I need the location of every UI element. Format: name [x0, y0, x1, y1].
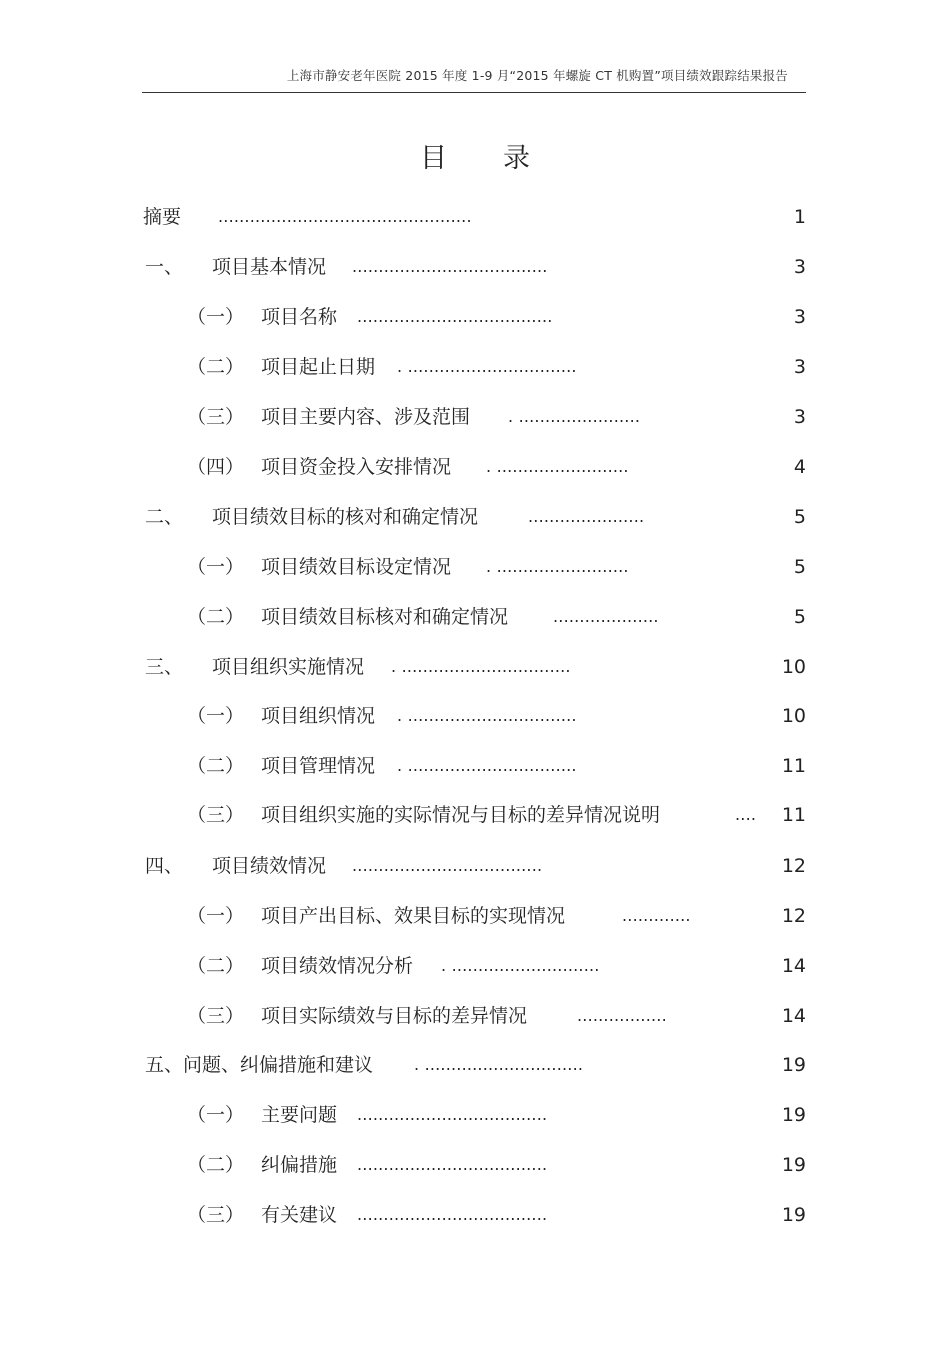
toc-entry[interactable] — [0, 750, 950, 782]
toc-entry[interactable] — [0, 1099, 950, 1131]
toc-entry[interactable] — [0, 900, 950, 932]
toc-leader: ................................................ — [218, 207, 472, 226]
toc-label: 项目基本情况 — [212, 256, 327, 278]
toc-entry[interactable] — [0, 651, 950, 683]
toc-number: （三） — [187, 1204, 245, 1226]
toc-label: 项目名称 — [261, 306, 338, 328]
toc-number: （一） — [187, 556, 245, 578]
toc-number: 二、 — [145, 506, 184, 528]
toc-entry[interactable] — [0, 251, 950, 283]
toc-number: （二） — [187, 755, 245, 777]
toc-entry[interactable] — [0, 850, 950, 882]
toc-page: 5 — [793, 606, 806, 628]
toc-entry[interactable] — [0, 501, 950, 533]
toc-entry[interactable] — [0, 301, 950, 333]
toc-page: 12 — [781, 855, 806, 877]
toc-page: 14 — [781, 955, 806, 977]
toc-leader: . ......................... — [486, 557, 629, 576]
toc-label: 项目组织实施情况 — [212, 656, 365, 678]
toc-page: 19 — [781, 1104, 806, 1126]
toc-leader: ............. — [622, 906, 691, 925]
toc-entry[interactable] — [0, 1149, 950, 1181]
toc-entry[interactable] — [0, 1049, 950, 1081]
toc-page: 5 — [793, 506, 806, 528]
toc-number: （一） — [187, 306, 245, 328]
toc-page: 10 — [781, 705, 806, 727]
toc-leader: . .............................. — [414, 1055, 584, 1074]
page-title: 目录 — [420, 143, 586, 174]
toc-entry[interactable] — [0, 950, 950, 982]
toc-page: 11 — [781, 755, 806, 777]
toc-number: 三、 — [145, 656, 184, 678]
toc-leader: .................... — [553, 607, 659, 626]
toc-page: 3 — [793, 356, 806, 378]
toc-leader: ................. — [577, 1006, 667, 1025]
toc-entry[interactable] — [0, 1199, 950, 1231]
toc-leader: .................................... — [357, 1205, 548, 1224]
toc-page: 14 — [781, 1005, 806, 1027]
toc-entry[interactable] — [0, 700, 950, 732]
toc-entry[interactable] — [0, 601, 950, 633]
toc-label: 项目资金投入安排情况 — [261, 456, 452, 478]
toc-number: （一） — [187, 705, 245, 727]
toc-page: 19 — [781, 1204, 806, 1226]
toc-number: （一） — [187, 1104, 245, 1126]
toc-page: 3 — [793, 306, 806, 328]
toc-label: 项目绩效情况分析 — [261, 955, 414, 977]
toc-label: 项目绩效目标设定情况 — [261, 556, 452, 578]
toc-number: （二） — [187, 606, 245, 628]
toc-leader: .................................... — [357, 1105, 548, 1124]
toc-entry[interactable] — [0, 451, 950, 483]
toc-page: 12 — [781, 905, 806, 927]
toc-page: 19 — [781, 1154, 806, 1176]
toc-label: 项目绩效目标的核对和确定情况 — [212, 506, 479, 528]
toc-leader: .................................... — [357, 1155, 548, 1174]
toc-page: 3 — [793, 406, 806, 428]
header-text: 上海市静安老年医院 2015 年度 1-9 月“2015 年螺旋 CT 机购置”项目绩效跟踪结果报告 — [286, 68, 788, 83]
toc-label: 项目产出目标、效果目标的实现情况 — [261, 905, 566, 927]
toc-page: 5 — [793, 556, 806, 578]
toc-leader: . ................................ — [391, 657, 571, 676]
toc-leader: . ................................ — [397, 706, 577, 725]
toc-page: 3 — [793, 256, 806, 278]
toc-label: 项目实际绩效与目标的差异情况 — [261, 1005, 528, 1027]
toc-leader: ..................................... — [357, 307, 553, 326]
toc-leader: . ....................... — [508, 407, 641, 426]
toc-leader: . ............................ — [441, 956, 600, 975]
toc-number: （三） — [187, 406, 245, 428]
toc-label: 项目起止日期 — [261, 356, 376, 378]
toc-number: 一、 — [145, 256, 184, 278]
toc-label: 主要问题 — [261, 1104, 338, 1126]
toc-page: 10 — [781, 656, 806, 678]
toc-page: 1 — [793, 206, 806, 228]
toc-leader: . ................................ — [397, 756, 577, 775]
toc-label: 项目主要内容、涉及范围 — [261, 406, 471, 428]
toc-number: （二） — [187, 955, 245, 977]
toc-number: （三） — [187, 804, 245, 826]
toc-number: 四、 — [145, 855, 184, 877]
toc-entry[interactable] — [0, 201, 950, 233]
toc-entry[interactable] — [0, 351, 950, 383]
toc-number: 摘要 — [143, 206, 182, 228]
toc-entry[interactable] — [0, 401, 950, 433]
toc-label: 项目管理情况 — [261, 755, 376, 777]
page-header — [142, 62, 806, 93]
toc-page: 19 — [781, 1054, 806, 1076]
toc-entry[interactable] — [0, 551, 950, 583]
toc-page: 4 — [793, 456, 806, 478]
toc-entry[interactable] — [0, 1000, 950, 1032]
toc-leader: ...................... — [528, 507, 645, 526]
toc-label: 项目组织实施的实际情况与目标的差异情况说明 — [261, 804, 661, 826]
toc-leader: . ......................... — [486, 457, 629, 476]
toc-label: 纠偏措施 — [261, 1154, 338, 1176]
toc-label: 有关建议 — [261, 1204, 338, 1226]
toc-leader: ..................................... — [352, 257, 548, 276]
toc-leader: .... — [735, 805, 757, 824]
toc-number: （二） — [187, 1154, 245, 1176]
toc-page: 11 — [781, 804, 806, 826]
toc-leader: .................................... — [352, 856, 543, 875]
toc-leader: . ................................ — [397, 357, 577, 376]
toc-number: 五、问题、纠偏措施和建议 — [145, 1054, 374, 1076]
toc-number: （二） — [187, 356, 245, 378]
toc-number: （一） — [187, 905, 245, 927]
toc-label: 项目绩效目标核对和确定情况 — [261, 606, 509, 628]
toc-number: （四） — [187, 456, 245, 478]
toc-label: 项目组织情况 — [261, 705, 376, 727]
toc-label: 项目绩效情况 — [212, 855, 327, 877]
toc-number: （三） — [187, 1005, 245, 1027]
toc-entry[interactable] — [0, 799, 950, 831]
